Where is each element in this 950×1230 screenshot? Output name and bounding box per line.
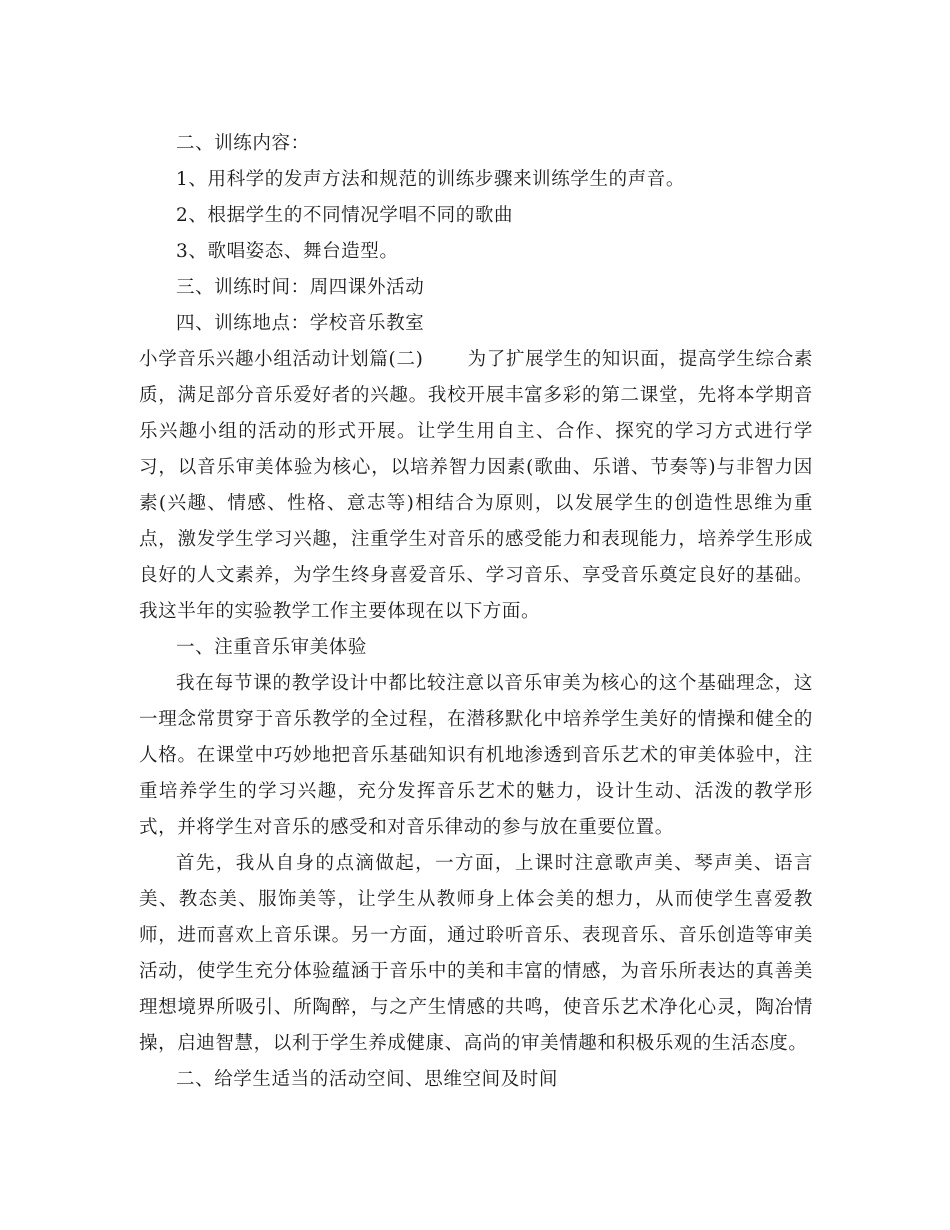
paragraph-aesthetic-design: 我在每节课的教学设计中都比较注意以音乐审美为核心的这个基础理念，这一理念常贯穿于音乐教学的全过程，在潜移默化中培养学生美好的情操和健全的人格。在课堂中巧妙地把音乐基础知识有机地渗透到音乐艺术的审美体验中，注重培养学生的学习兴趣，充分发挥音乐艺术的魅力，设计生动、活泼的教学形式，并将学生对音乐的感受和对音乐律动的参与放在重要位置。 bbox=[139, 673, 813, 838]
item-stage-posture: 3、歌唱姿态、舞台造型。 bbox=[176, 241, 399, 262]
intro-paragraph: 为了扩展学生的知识面，提高学生综合素质，满足部分音乐爱好者的兴趣。我校开展丰富多彩的第二课堂，先将本学期音乐兴趣小组的活动的形式开展。让学生用自主、合作、探究的学习方式进行学习，以音乐审美体验为核心，以培养智力因素(歌曲、乐谱、节奏等)与非智力因素(兴趣、情感、性格、意志等)相结合为原则，以发展学生的创造性思维为重点，激发学生学习兴趣，注重学生对音乐的感受能力和表现能力，培养学生形成良好的人文素养，为学生终身喜爱音乐、学习音乐、享受音乐奠定良好的基础。我这半年的实验教学工作主要体现在以下方面。 bbox=[139, 349, 813, 622]
intro-block bbox=[139, 342, 813, 630]
section-title: 小学音乐兴趣小组活动计划篇(二) bbox=[139, 349, 424, 370]
item-song-selection: 2、根据学生的不同情况学唱不同的歌曲 bbox=[176, 205, 514, 226]
document-page bbox=[139, 126, 813, 1098]
item-training-time: 三、训练时间：周四课外活动 bbox=[176, 277, 425, 298]
item-training-location: 四、训练地点：学校音乐教室 bbox=[176, 313, 425, 334]
item-training-content: 二、训练内容： bbox=[176, 133, 310, 154]
item-vocal-method: 1、用科学的发声方法和规范的训练步骤来训练学生的声音。 bbox=[176, 169, 685, 190]
heading-aesthetic-experience: 一、注重音乐审美体验 bbox=[176, 637, 368, 658]
paragraph-teacher-example: 首先，我从自身的点滴做起，一方面，上课时注意歌声美、琴声美、语言美、教态美、服饰美等，让学生从教师身上体会美的想力，从而使学生喜爱教师，进而喜欢上音乐课。另一方面，通过聆听音乐、表现音乐、音乐创造等审美活动，使学生充分体验蕴涵于音乐中的美和丰富的情感，为音乐所表达的真善美理想境界所吸引、所陶醉，与之产生情感的共鸣，使音乐艺术净化心灵，陶冶情操，启迪智慧，以利于学生养成健康、高尚的审美情趣和积极乐观的生活态度。 bbox=[139, 853, 813, 1054]
heading-activity-space: 二、给学生适当的活动空间、思维空间及时间 bbox=[176, 1069, 559, 1090]
